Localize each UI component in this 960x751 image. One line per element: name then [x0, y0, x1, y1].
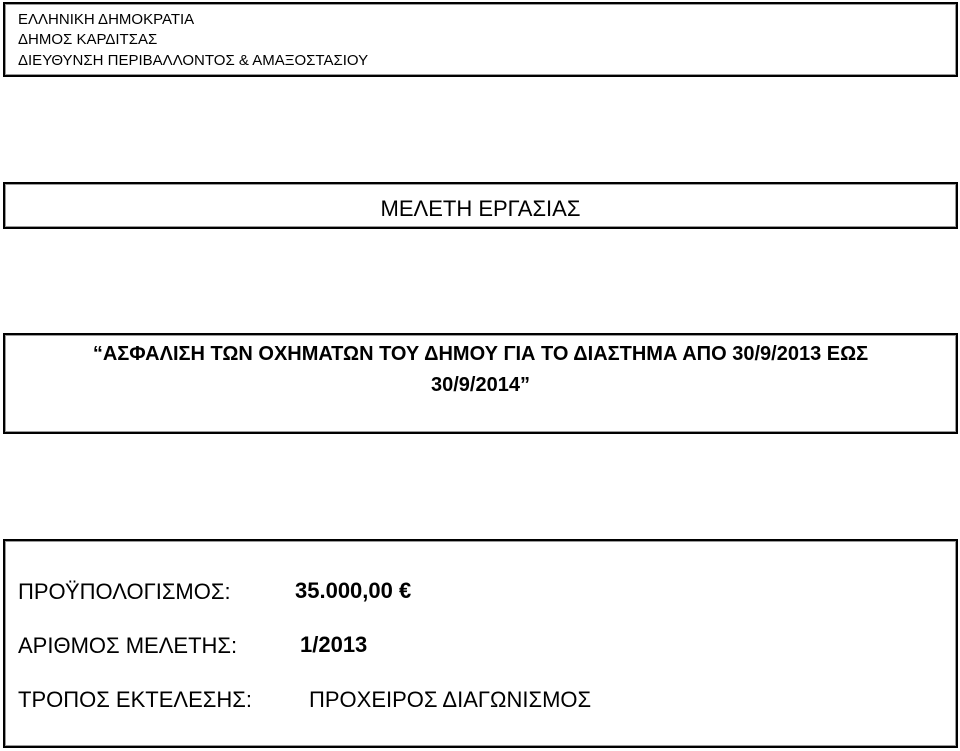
study-number-value: 1/2013 [300, 632, 368, 657]
country-name: ΕΛΛΗΝΙΚΗ ΔΗΜΟΚΡΑΤΙΑ [18, 11, 195, 28]
subject-line-2: 30/9/2014” [431, 374, 530, 396]
budget-value: 35.000,00 € [295, 578, 412, 603]
subject-box [3, 333, 958, 434]
header-box [3, 2, 958, 77]
study-number-label: ΑΡΙΘΜΟΣ ΜΕΛΕΤΗΣ: [18, 633, 238, 658]
details-box [3, 539, 958, 748]
budget-label: ΠΡΟΫΠΟΛΟΓΙΣΜΟΣ: [18, 579, 231, 604]
department-name: ΔΙΕΥΘΥΝΣΗ ΠΕΡΙΒΑΛΛΟΝΤΟΣ & ΑΜΑΞΟΣΤΑΣΙΟΥ [18, 52, 369, 69]
execution-method-value: ΠΡΟΧΕΙΡΟΣ ΔΙΑΓΩΝΙΣΜΟΣ [309, 687, 592, 712]
study-title: ΜΕΛΕΤΗ ΕΡΓΑΣΙΑΣ [380, 196, 581, 221]
execution-method-label: ΤΡΟΠΟΣ ΕΚΤΕΛΕΣΗΣ: [18, 687, 252, 712]
subject-line-1: “ΑΣΦΑΛΙΣΗ ΤΩΝ ΟΧΗΜΑΤΩΝ ΤΟΥ ΔΗΜΟΥ ΓΙΑ ΤΟ ΔΙΑΣΤΗΜΑ ΑΠΟ 30/9/2013 ΕΩΣ [92, 343, 869, 365]
municipality-name: ΔΗΜΟΣ ΚΑΡΔΙΤΣΑΣ [18, 31, 158, 48]
study-title-box [3, 182, 958, 229]
